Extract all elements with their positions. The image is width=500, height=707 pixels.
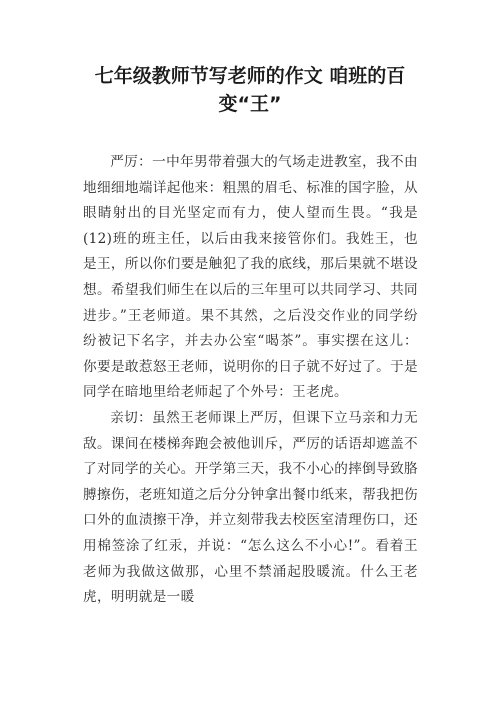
paragraph-strict: 严厉：一中年男带着强大的气场走进教室，我不由地细细地端详起他来：粗黑的眉毛、标准的国字脸，从眼睛射出的目光坚定而有力，使人望而生畏。“我是(12)班的班主任，以后由我来接管你们。我姓王，也是王，所以你们要是触犯了我的底线，那后果就不堪设想。希望我们师生在以后的三年里可以共同学习、共同进步。”王老师道。果不其然，之后没交作业的同学纷纷被记下名字，并去办公室“喝茶”。事实摆在这儿：你要是敢惹怒王老师，说明你的日子就不好过了。于是同学在暗地里给老师起了个外号：王老虎。 <box>83 154 418 401</box>
paragraph-kind: 亲切：虽然王老师课上严厉，但课下立马亲和力无敌。课间在楼梯奔跑会被他训斥，严厉的话语却遮盖不了对同学的关心。开学第三天，我不小心的摔倒导致胳膊擦伤，老班知道之后分分钟拿出餐巾纸来，帮我把伤口外的血渍擦干净，并立刻带我去校医室清理伤口，还用棉签涂了红汞，并说：“怎么这么不小心!”。看着王老师为我做这做那，心里不禁涌起股暖流。什么王老虎，明明就是一暖 <box>83 409 418 606</box>
document-body <box>83 150 418 611</box>
document-title: 七年级教师节写老师的作文 咱班的百变“王” <box>94 65 406 115</box>
